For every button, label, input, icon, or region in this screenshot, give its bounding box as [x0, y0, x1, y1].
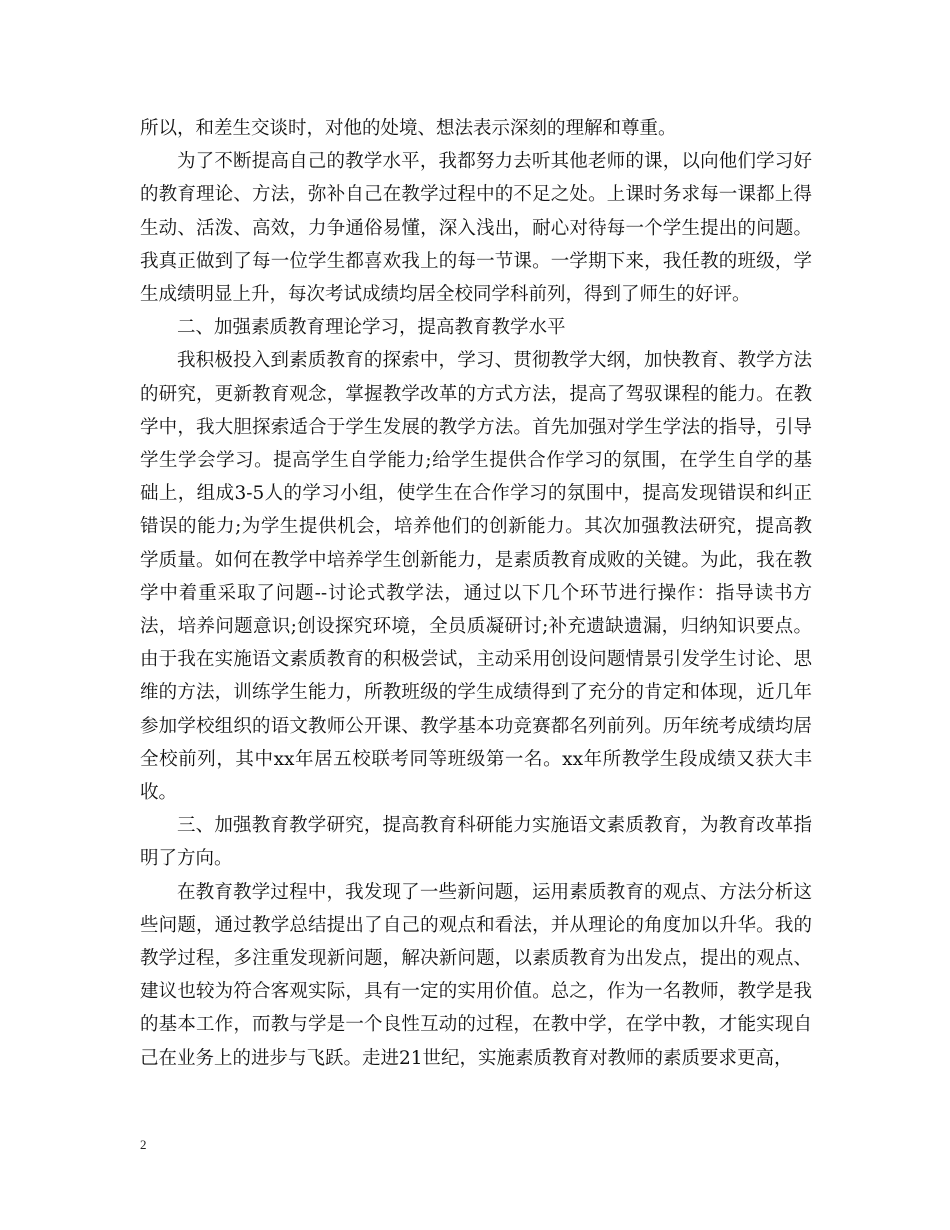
page-number: 2: [140, 1137, 147, 1152]
section-heading-three: 三、加强教育教学研究，提高教育科研能力实施语文素质教育，为教育改革指明了方向。: [140, 815, 812, 870]
section-heading-two: 二、加强素质教育理论学习，提高教育教学水平: [177, 317, 566, 339]
paragraph-research: 在教育教学过程中，我发现了一些新问题，运用素质教育的观点、方法分析这些问题，通过教学总结提出了自己的观点和看法，并从理论的角度加以升华。我的教学过程，多注重发现新问题，解决新问题，以素质教育为出发点，提出的观点、建议也较为符合客观实际，具有一定的实用价值。总之，作为一名教师，教学是我的基本工作，而教与学是一个良性互动的过程，在教中学，在学中教，才能实现自己在业务上的进步与飞跃。走进21世纪，实施素质教育对教师的素质要求更高，: [140, 881, 812, 1069]
paragraph-quality-education: 我积极投入到素质教育的探索中，学习、贯彻教学大纲，加快教育、教学方法的研究，更新教育观念，掌握教学改革的方式方法，提高了驾驭课程的能力。在教学中，我大胆探索适合于学生发展的教学方法。首先加强对学生学法的指导，引导学生学会学习。提高学生自学能力;给学生提供合作学习的氛围，在学生自学的基础上，组成3-5人的学习小组，使学生在合作学习的氛围中，提高发现错误和纠正错误的能力;为学生提供机会，培养他们的创新能力。其次加强教法研究，提高教学质量。如何在教学中培养学生创新能力，是素质教育成败的关键。为此，我在教学中着重采取了问题--讨论式教学法，通过以下几个环节进行操作：指导读书方法，培养问题意识;创设探究环境，全员质凝研讨;补充遗缺遗漏，归纳知识要点。由于我在实施语文素质教育的积极尝试，主动采用创设问题情景引发学生讨论、思维的方法，训练学生能力，所教班级的学生成绩得到了充分的肯定和体现，近几年参加学校组织的语文教师公开课、教学基本功竞赛都名列前列。历年统考成绩均居全校前列，其中xx年居五校联考同等班级第一名。xx年所教学生段成绩又获大丰收。: [140, 350, 812, 804]
paragraph-continuation: 所以，和差生交谈时，对他的处境、想法表示深刻的理解和尊重。: [140, 118, 677, 139]
document-body: [140, 112, 812, 1075]
paragraph-teaching-level: 为了不断提高自己的教学水平，我都努力去听其他老师的课，以向他们学习好的教育理论、方法，弥补自己在教学过程中的不足之处。上课时务求每一课都上得生动、活泼、高效，力争通俗易懂，深入浅出，耐心对待每一个学生提出的问题。我真正做到了每一位学生都喜欢我上的每一节课。一学期下来，我任教的班级，学生成绩明显上升，每次考试成绩均居全校同学科前列，得到了师生的好评。: [140, 151, 812, 306]
